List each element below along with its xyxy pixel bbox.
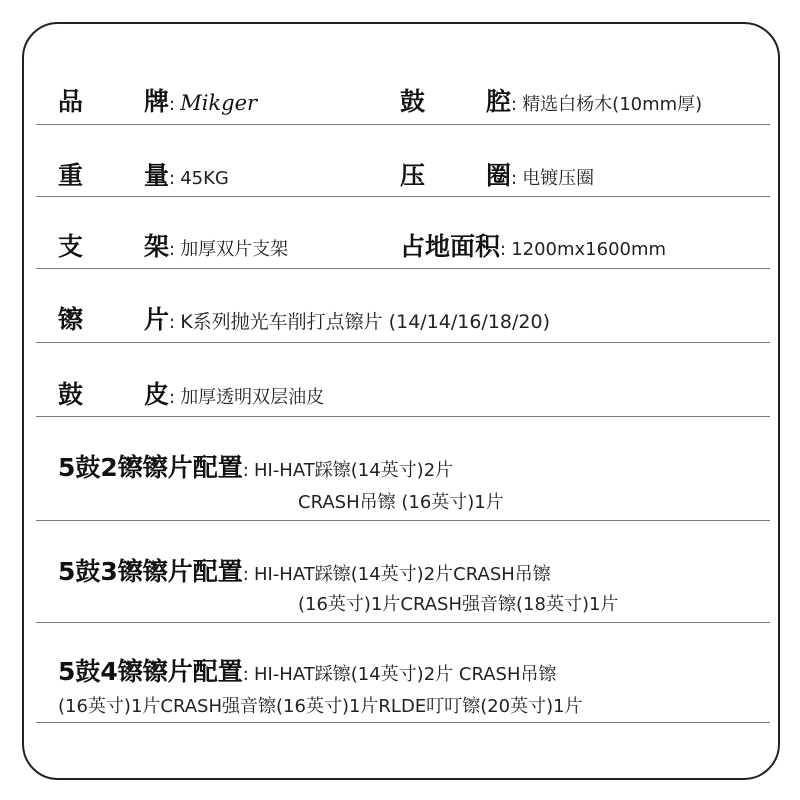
weight-label-char2: 量 bbox=[144, 161, 170, 190]
stand-label-char2: 架 bbox=[144, 232, 170, 261]
config-line2: (16英寸)1片CRASH强音镲(16英寸)1片RLDE叮叮镲(20英寸)1片 bbox=[58, 696, 583, 717]
divider bbox=[36, 622, 770, 623]
divider bbox=[36, 196, 770, 197]
divider bbox=[36, 520, 770, 521]
cymbals-colon: : bbox=[169, 312, 176, 333]
cymbals-label-char2: 片 bbox=[144, 305, 170, 334]
hoop-value: 电镀压圈 bbox=[522, 168, 595, 189]
config-label: 5鼓2镲镲片配置 bbox=[58, 453, 243, 482]
hoop-colon: : bbox=[511, 168, 518, 189]
shell-row bbox=[486, 82, 702, 118]
hoop-label-char1: 压 bbox=[400, 161, 426, 190]
config-line1: HI-HAT踩镲(14英寸)2片CRASH吊镲 bbox=[253, 564, 551, 585]
config-line2: (16英寸)1片CRASH强音镲(18英寸)1片 bbox=[298, 594, 619, 615]
config-line1: HI-HAT踩镲(14英寸)2片 CRASH吊镲 bbox=[253, 664, 557, 685]
weight-value: 45KG bbox=[180, 168, 229, 189]
area-value: 1200mx1600mm bbox=[511, 239, 667, 260]
shell-colon: : bbox=[511, 94, 518, 115]
shell-value: 精选白杨木(10mm厚) bbox=[522, 94, 703, 115]
brand-value: Mikger bbox=[180, 91, 258, 115]
stand-colon: : bbox=[169, 239, 176, 260]
brand-label-char2: 牌 bbox=[144, 87, 170, 116]
config-5d3c bbox=[58, 552, 551, 588]
cymbals-value: K系列抛光车削打点镲片 (14/14/16/18/20) bbox=[180, 311, 551, 333]
stand-value: 加厚双片支架 bbox=[180, 239, 289, 260]
stand-label-char1: 支 bbox=[58, 232, 84, 261]
drumhead-row bbox=[144, 375, 324, 411]
config-label: 5鼓4镲镲片配置 bbox=[58, 657, 243, 686]
config-colon: : bbox=[242, 664, 249, 685]
weight-colon: : bbox=[169, 168, 176, 189]
cymbals-label-char1: 镲 bbox=[58, 305, 84, 334]
hoop-label-char2: 圈 bbox=[486, 161, 512, 190]
divider bbox=[36, 342, 770, 343]
config-5d4c bbox=[58, 652, 557, 688]
divider bbox=[36, 416, 770, 417]
divider bbox=[36, 268, 770, 269]
config-colon: : bbox=[242, 460, 249, 481]
area-colon: : bbox=[500, 239, 507, 260]
shell-label-char1: 鼓 bbox=[400, 87, 426, 116]
config-line1: HI-HAT踩镲(14英寸)2片 bbox=[253, 460, 454, 481]
divider bbox=[36, 722, 770, 723]
cymbals-row bbox=[144, 300, 550, 336]
config-label: 5鼓3镲镲片配置 bbox=[58, 557, 243, 586]
drumhead-label-char1: 鼓 bbox=[58, 380, 84, 409]
drumhead-colon: : bbox=[169, 387, 176, 408]
config-colon: : bbox=[242, 564, 249, 585]
hoop-row bbox=[486, 156, 594, 192]
stand-row bbox=[144, 227, 288, 263]
divider bbox=[36, 124, 770, 125]
weight-row bbox=[144, 156, 229, 192]
config-5d2c bbox=[58, 448, 453, 484]
config-line2: CRASH吊镲 (16英寸)1片 bbox=[298, 492, 504, 513]
brand-row bbox=[144, 82, 257, 118]
brand-label-char1: 品 bbox=[58, 87, 84, 116]
shell-label-char2: 腔 bbox=[486, 87, 512, 116]
brand-colon: : bbox=[169, 94, 176, 115]
weight-label-char1: 重 bbox=[58, 161, 84, 190]
area-row bbox=[400, 227, 666, 263]
area-label: 占地面积 bbox=[400, 232, 501, 261]
drumhead-label-char2: 皮 bbox=[144, 380, 170, 409]
drumhead-value: 加厚透明双层油皮 bbox=[180, 387, 325, 408]
